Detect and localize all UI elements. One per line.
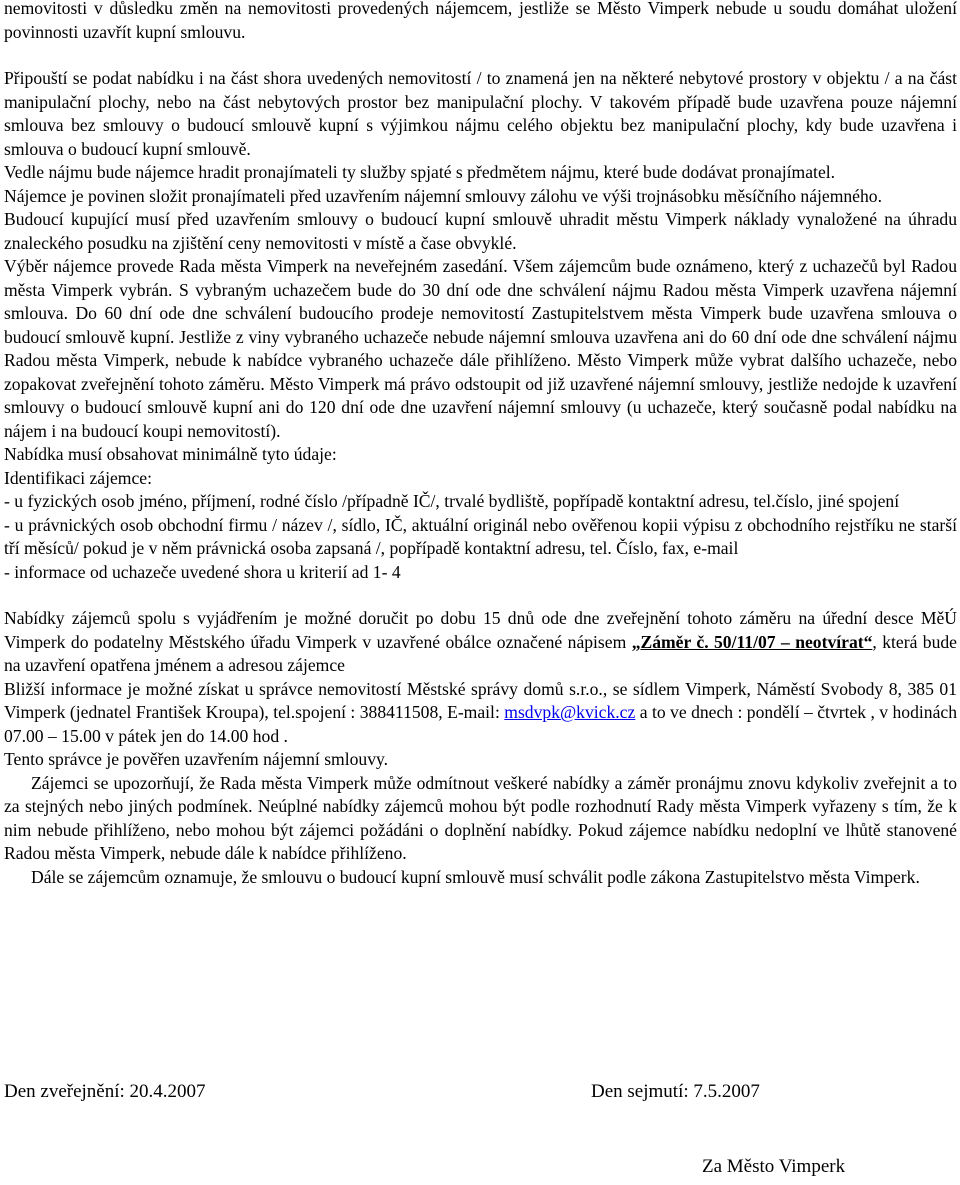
- paragraph-contact: [4, 678, 957, 749]
- paragraph-partial-offer: Připouští se podat nabídku i na část shora uvedených nemovitostí / to znamená jen na některé nebytové prostory v objektu / a na část manipulační plochy, nebo na část nebytových prostor bez manipulační plochy. V takovém případě bude uzavřena pouze nájemní smlouva bez smlouvy o budoucí smlouvě kupní s výjimkou nájmu celého objektu bez manipulační plochy, kdy bude uzavřena i smlouva o budoucí kupní smlouvě.: [4, 68, 957, 159]
- paragraph-previous-conditions: nemovitosti v důsledku změn na nemovitosti provedených nájemcem, jestliže se Město Vimperk nebude u soudu domáhat uložení povinnosti uzavřít kupní smlouvu.: [4, 0, 957, 42]
- list-item-legal-persons: - u právnických osob obchodní firmu / název /, sídlo, IČ, aktuální originál nebo ověřenou kopii výpisu z obchodního rejstříku ne starší tří měsíců/ pokud je v něm právnická osoba zapsaná /, popřípadě kontaktní adresu, tel. Číslo, fax, e-mail: [4, 514, 957, 558]
- email-link[interactable]: msdvpk@kvick.cz: [504, 702, 636, 722]
- list-item-criteria: - informace od uchazeče uvedené shora u kriterií ad 1- 4: [4, 561, 401, 582]
- paragraph-notice-rejection: Zájemci se upozorňují, že Rada města Vimperk může odmítnout veškeré nabídky a záměr pronájmu znovu kdykoliv zveřejnit a to za stejných nebo jiných podmínek. Neúplné nabídky zájemců mohou být podle rozhodnutí Rady města Vimperk vyřazeny s tím, že k nim nebude přihlíženo, nebo mohou být zájemci požádáni o doplnění nabídky. Pokud zájemce nabídku nedoplní ve lhůtě stanovené Radou města Vimperk, nebude dále k nabídce přihlíženo.: [4, 772, 957, 863]
- dates-row: [4, 1080, 957, 1106]
- publication-date: Den zveřejnění: 20.4.2007: [4, 1081, 206, 1102]
- list-item-natural-persons: - u fyzických osob jméno, příjmení, rodné číslo /případně IČ/, trvalé bydliště, popřípadě kontaktní adresu, tel.číslo, jiné spojení: [4, 491, 900, 511]
- submission-lead: Nabídky zájemců spolu s vyjádřením je možné doručit po dobu 15 dnů ode dne zveřejnění tohoto záměru na úřední desce MěÚ Vimperk do podatelny Městského úřadu Vimperk v uzavřené obálce označené nápisem: [4, 608, 957, 652]
- paragraph-expert-costs: Budoucí kupující musí před uzavřením smlouvy o budoucí kupní smlouvě uhradit městu Vimperk náklady vynaložené na úhradu znaleckého posudku na zjištění ceny nemovitosti v místě a čase obvyklé.: [4, 209, 957, 253]
- paragraph-gap: [4, 44, 957, 67]
- paragraph-gap: [4, 584, 957, 607]
- paragraph-deposit: Nájemce je povinen složit pronajímateli před uzavřením nájemní smlouvy zálohu ve výši trojnásobku měsíčního nájemného.: [4, 185, 882, 206]
- contact-tail: a to ve dnech : pondělí – čtvrtek , v hodinách 07.00 – 15.00 v pátek jen do 14.00 hod .: [4, 702, 958, 746]
- removal-date: Den sejmutí: 7.5.2007: [591, 1081, 760, 1102]
- submission-tail: , která bude na uzavření opatřena jménem a adresou zájemce: [4, 631, 957, 675]
- signature-line: Za Město Vimperk: [702, 1156, 846, 1177]
- paragraph-selection: Výběr nájemce provede Rada města Vimperk na neveřejném zasedání. Všem zájemcům bude oznámeno, který z uchazečů byl Radou města Vimperk vybrán. S vybraným uchazečem bude do 30 dní ode dne schválení nájmu Radou města Vimperk uzavřena nájemní smlouva. Do 60 dní ode dne schválení budoucího prodeje nemovitostí Zastupitelstvem města Vimperk bude uzavřena smlouva o budoucí smlouvě kupní. Jestliže z viny vybraného uchazeče nebude nájemní smlouva uzavřena ani do 60 dní ode dne schválení nájmu Radou města Vimperk, nebude k nabídce vybraného uchazeče dále přihlíženo. Město Vimperk může vybrat dalšího uchazeče, nebo zopakovat zveřejnění tohoto záměru. Město Vimperk má právo odstoupit od již uzavřené nájemní smlouvy, jestliže nedojde k uzavření smlouvy o budoucí smlouvě kupní ani do 120 dní ode dne uzavření nájemní smlouvy (u uchazeče, který současně podal nabídku na nájem i na budoucí koupi nemovitostí).: [4, 256, 957, 441]
- envelope-marker: „Záměr č. 50/11/07 – neotvírat“: [631, 631, 873, 652]
- paragraph-administrator: Tento správce je pověřen uzavřením nájemní smlouvy.: [4, 749, 389, 769]
- paragraph-services: Vedle nájmu bude nájemce hradit pronajímateli ty služby spjaté s předmětem nájmu, které bude dodávat pronajímatel.: [4, 162, 836, 182]
- document-body: [4, 0, 957, 889]
- paragraph-notice-approval: Dále se zájemcům oznamuje, že smlouvu o budoucí kupní smlouvě musí schválit podle zákona Zastupitelstvo města Vimperk.: [31, 866, 920, 887]
- paragraph-offer-contents: Nabídka musí obsahovat minimálně tyto údaje:: [4, 444, 337, 464]
- contact-lead: Bližší informace je možné získat u správce nemovitostí Městské správy domů s.r.o., se sídlem Vimperk, Náměstí Svobody 8, 385 01 Vimperk (jednatel František Kroupa), tel.spojení : 388411508, E-mail:: [4, 678, 957, 722]
- paragraph-identification: Identifikaci zájemce:: [4, 467, 152, 488]
- paragraph-submission: [4, 607, 957, 678]
